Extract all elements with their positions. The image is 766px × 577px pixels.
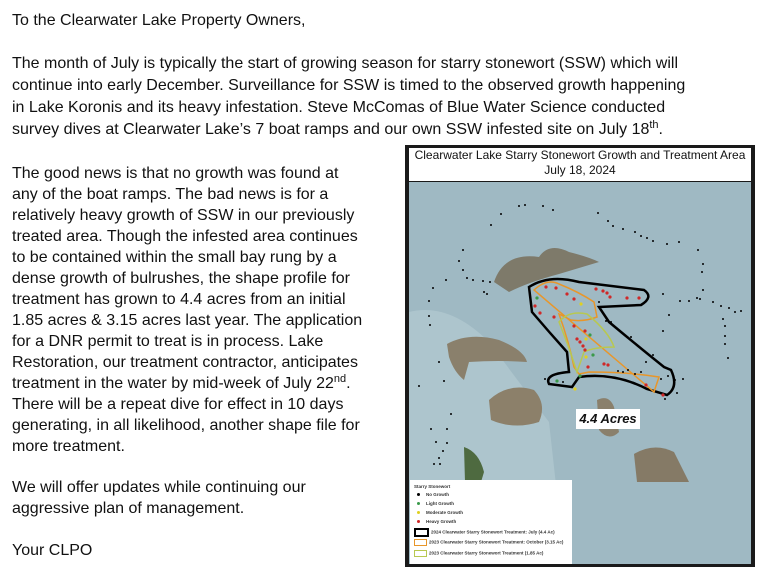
survey-point [562, 381, 564, 383]
survey-point [445, 279, 447, 281]
point-icon [417, 493, 420, 496]
map-title [409, 148, 751, 181]
map-date: July 18, 2024 [544, 163, 616, 177]
survey-point [627, 369, 629, 371]
survey-point [581, 344, 584, 347]
para1-line: in Lake Koronis and its heavy infestation. Steve McComas of Blue Water Science conducted [12, 99, 666, 116]
survey-point [544, 378, 546, 380]
para2-line: to be contained within the small bay rung by a [12, 249, 337, 266]
area-swatch-icon [414, 528, 429, 537]
survey-point [606, 363, 609, 366]
survey-point [462, 269, 464, 271]
survey-point [584, 337, 587, 340]
survey-point [538, 311, 541, 314]
area-label: 4.4 Acres [576, 409, 640, 429]
survey-point [583, 348, 586, 351]
survey-point [637, 296, 640, 299]
para2-line: treatment has grown to 4.4 acres from an initial [12, 291, 346, 308]
greeting: To the Clearwater Lake Property Owners, [12, 12, 306, 29]
survey-point [428, 315, 430, 317]
treatment-map [405, 145, 755, 567]
survey-point [701, 271, 703, 273]
survey-point [544, 285, 547, 288]
survey-point [446, 428, 448, 430]
point-icon [417, 520, 420, 523]
survey-point [697, 249, 699, 251]
survey-point [418, 385, 420, 387]
survey-point [578, 374, 581, 377]
survey-point [524, 204, 526, 206]
survey-point [678, 241, 680, 243]
survey-point [542, 205, 544, 207]
survey-point [442, 450, 444, 452]
point-icon [417, 502, 420, 505]
survey-point [533, 304, 536, 307]
legend-heading: Starry Stonewort [414, 484, 451, 489]
survey-point [429, 324, 431, 326]
survey-point [602, 362, 605, 365]
legend-item: Light Growth [414, 501, 454, 506]
para1-line: survey dives at Clearwater Lake’s 7 boat ramps and our own SSW infested site on July 18th. [12, 119, 663, 138]
para2-line: dense growth of bulrushes, the shape profile for [12, 270, 350, 287]
survey-point [661, 393, 664, 396]
survey-point [644, 383, 647, 386]
survey-point [575, 337, 578, 340]
para2-line: 1.85 acres & 3.15 acres last year. The application [12, 312, 363, 329]
legend-area: 2024 Clearwater Starry Stonewort Treatment: July (4.4 Ac) [414, 528, 555, 537]
survey-point [597, 212, 599, 214]
legend-item: Heavy Growth [414, 519, 456, 524]
survey-point [608, 295, 611, 298]
survey-point [483, 291, 485, 293]
survey-point [572, 324, 575, 327]
survey-point [554, 286, 557, 289]
map-title-text: Clearwater Lake Starry Stonewort Growth and Treatment Area [414, 148, 746, 162]
survey-point [552, 209, 554, 211]
survey-point [486, 293, 488, 295]
survey-point [490, 224, 492, 226]
survey-point [435, 441, 437, 443]
survey-point [645, 361, 647, 363]
para2-line: The good news is that no growth was found at [12, 165, 339, 182]
survey-point [724, 325, 726, 327]
survey-point [500, 213, 502, 215]
survey-point [634, 373, 636, 375]
survey-point [432, 287, 434, 289]
survey-point [662, 293, 664, 295]
para2-line: for a DNR permit to treat is in process. Lake [12, 333, 324, 350]
survey-point [428, 300, 430, 302]
survey-point [433, 463, 435, 465]
survey-point [676, 392, 678, 394]
area-swatch-icon [414, 539, 427, 546]
survey-point [662, 330, 664, 332]
survey-point [584, 355, 587, 358]
survey-point [630, 336, 632, 338]
survey-point [724, 343, 726, 345]
survey-point [446, 442, 448, 444]
survey-point [439, 463, 441, 465]
survey-point [594, 287, 597, 290]
para3-line: We will offer updates while continuing our [12, 479, 306, 496]
para2-line: any of the boat ramps. The bad news is for a [12, 186, 329, 203]
signature: Your CLPO [12, 542, 93, 559]
survey-point [622, 371, 624, 373]
survey-point [652, 240, 654, 242]
survey-point [489, 281, 491, 283]
survey-point [443, 380, 445, 382]
survey-point [646, 237, 648, 239]
survey-point [578, 340, 581, 343]
survey-point [601, 289, 604, 292]
para2-line: treatment in the water by mid-week of July 22nd. [12, 373, 351, 392]
survey-point [438, 361, 440, 363]
survey-point [617, 370, 619, 372]
survey-point [466, 277, 468, 279]
survey-point [625, 296, 628, 299]
survey-point [607, 220, 609, 222]
point-icon [417, 511, 420, 514]
para2-line: treated area. Though the infested area continues [12, 228, 358, 245]
survey-point [430, 428, 432, 430]
survey-point [472, 279, 474, 281]
survey-point [712, 301, 714, 303]
survey-point [572, 297, 575, 300]
survey-point [666, 243, 668, 245]
survey-point [605, 320, 607, 322]
survey-point [482, 280, 484, 282]
legend-item: No Growth [414, 492, 449, 497]
survey-point [573, 387, 576, 390]
survey-point [728, 307, 730, 309]
survey-point [598, 301, 600, 303]
survey-point [588, 333, 591, 336]
survey-point [660, 378, 662, 380]
para2-line: Restoration, our treatment contractor, anticipates [12, 354, 358, 371]
survey-point [664, 398, 666, 400]
survey-point [640, 371, 642, 373]
survey-point [734, 311, 736, 313]
para2-line: There will be a repeat dive for effect in 10 days [12, 396, 344, 413]
survey-point [702, 263, 704, 265]
survey-point [579, 302, 582, 305]
survey-point [722, 318, 724, 320]
survey-point [702, 289, 704, 291]
survey-point [652, 354, 654, 356]
area-swatch-icon [414, 550, 427, 557]
survey-point [552, 315, 555, 318]
para2-line: generating, in all likelihood, another shape file for [12, 417, 360, 434]
survey-point [586, 365, 589, 368]
map-legend [410, 480, 572, 564]
legend-item: Moderate Growth [414, 510, 463, 515]
survey-point [720, 305, 722, 307]
para3-line: aggressive plan of management. [12, 500, 245, 517]
survey-point [679, 300, 681, 302]
survey-point [668, 314, 670, 316]
survey-point [699, 298, 701, 300]
survey-point [565, 292, 568, 295]
survey-point [583, 329, 586, 332]
survey-point [724, 335, 726, 337]
survey-point [682, 378, 684, 380]
survey-point [591, 353, 594, 356]
survey-point [605, 291, 608, 294]
survey-point [727, 357, 729, 359]
survey-point [696, 297, 698, 299]
survey-point [438, 457, 440, 459]
survey-point [640, 235, 642, 237]
survey-point [450, 413, 452, 415]
survey-point [518, 205, 520, 207]
survey-point [674, 379, 676, 381]
para2-line: more treatment. [12, 438, 125, 455]
survey-point [610, 321, 612, 323]
para1-line: The month of July is typically the start of growing season for starry stonewort (SSW) which will [12, 55, 679, 72]
survey-point [458, 260, 460, 262]
survey-point [462, 249, 464, 251]
survey-point [740, 310, 742, 312]
survey-point [612, 225, 614, 227]
legend-area: 2023 Clearwater Starry Stonewort Treatment: October (3.15 Ac) [414, 539, 563, 546]
survey-point [555, 379, 558, 382]
survey-point [535, 296, 538, 299]
para2-line: relatively heavy growth of SSW in our previously [12, 207, 355, 224]
survey-point [667, 375, 669, 377]
survey-point [622, 228, 624, 230]
para1-line: continue into early December. Surveillance for SSW is timed to the observed growth happening [12, 77, 686, 94]
legend-area: 2023 Clearwater Starry Stonewort Treatment (1.85 Ac) [414, 550, 543, 557]
survey-point [634, 231, 636, 233]
survey-point [688, 300, 690, 302]
